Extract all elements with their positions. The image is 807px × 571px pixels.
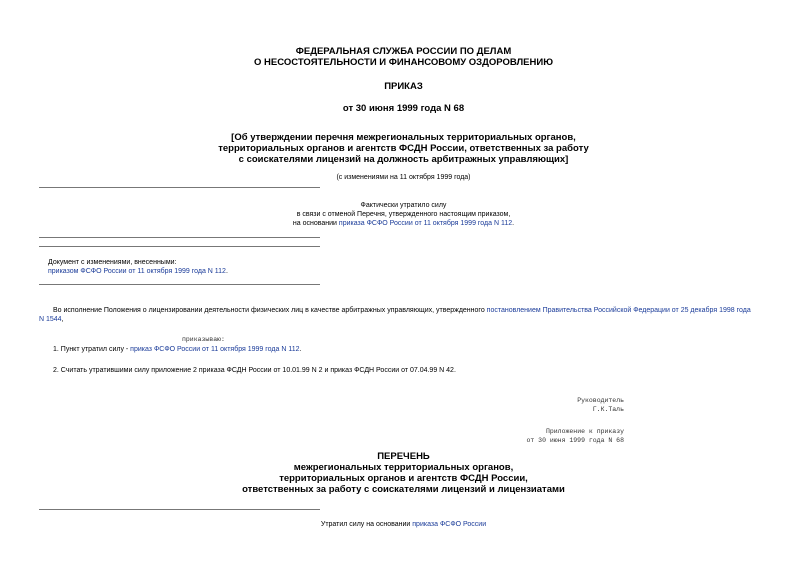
- divider: [39, 284, 320, 285]
- changes-line1: Документ с изменениями, внесенными:: [48, 259, 177, 266]
- status-line3: [0, 219, 807, 228]
- order-item-2: 2. Считать утратившими силу приложение 2 приказа ФСДН России от 10.01.99 N 2 и приказ ФСДН России от 07.04.99 N 42.: [53, 367, 456, 374]
- appendix-subtitle: [0, 462, 807, 495]
- signature-block: [577, 396, 624, 414]
- status-line3-suffix: .: [512, 220, 515, 227]
- doc-title-line1: [Об утверждении перечня межрегиональных территориальных органов,: [231, 132, 576, 143]
- appendix-ref-line1: Приложение к приказу: [545, 428, 624, 435]
- appendix-footer-link[interactable]: приказа ФСФО России: [412, 521, 487, 528]
- divider: [39, 187, 320, 188]
- preamble-text: Во исполнение Положения о лицензировании деятельности физических лиц в качестве арбитражных управляющих, утвержденного: [53, 307, 487, 314]
- status-order-link[interactable]: приказа ФСФО России от 11 октября 1999 года N 112: [338, 220, 513, 227]
- preamble-link-part1[interactable]: постановлением Правительства Российской Федерации от 25 декабря 1998 года: [486, 307, 751, 314]
- agency-name-line2: О НЕСОСТОЯТЕЛЬНОСТИ И ФИНАНСОВОМУ ОЗДОРОВЛЕНИЮ: [254, 57, 553, 68]
- agency-name: [0, 46, 807, 68]
- preamble: [39, 306, 774, 324]
- doc-title-line3: с соискателями лицензий на должность арбитражных управляющих]: [238, 154, 569, 165]
- divider: [39, 237, 320, 238]
- preamble-line1: [39, 306, 774, 315]
- item1-order-link[interactable]: приказ ФСФО России от 11 октября 1999 года N 112: [130, 346, 300, 353]
- doc-type: ПРИКАЗ: [384, 81, 423, 92]
- amendment-note: (с изменениями на 11 октября 1999 года): [336, 174, 471, 181]
- appendix-reference: [526, 427, 624, 445]
- changes-order-link[interactable]: приказом ФСФО России от 11 октября 1999 года N 112: [48, 268, 226, 275]
- item1-suffix: .: [299, 346, 302, 353]
- changes-line2: [48, 267, 348, 276]
- preamble-suffix: ,: [61, 316, 64, 323]
- status-line1: Фактически утратило силу: [360, 202, 447, 209]
- appendix-footer-prefix: Утратил силу на основании: [320, 521, 413, 528]
- signature-name: Г.К.Таль: [592, 406, 624, 413]
- divider: [39, 509, 320, 510]
- appendix-subtitle-line3: ответственных за работу с соискателями лицензий и лицензиатами: [242, 484, 565, 495]
- appendix-footer: [0, 520, 807, 529]
- order-item-1: [53, 345, 301, 354]
- agency-name-line1: ФЕДЕРАЛЬНАЯ СЛУЖБА РОССИИ ПО ДЕЛАМ: [295, 46, 512, 57]
- appendix-title: ПЕРЕЧЕНЬ: [377, 451, 430, 462]
- preamble-link-part2[interactable]: N 1544: [39, 316, 62, 323]
- appendix-subtitle-line1: межрегиональных территориальных органов,: [293, 462, 514, 473]
- changes-block: [48, 258, 348, 276]
- order-word: приказываю:: [182, 336, 225, 343]
- item1-prefix: 1. Пункт утратил силу -: [53, 346, 131, 353]
- divider: [39, 246, 320, 247]
- status-line3-prefix: на основании: [292, 220, 339, 227]
- appendix-subtitle-line2: территориальных органов и агентств ФСДН России,: [279, 473, 528, 484]
- doc-title-line2: территориальных органов и агентств ФСДН России, ответственных за работу: [218, 143, 589, 154]
- appendix-ref-line2: от 30 июня 1999 года N 68: [526, 437, 624, 444]
- signature-position: Руководитель: [577, 397, 624, 404]
- status-block: [0, 201, 807, 228]
- status-line2: в связи с отменой Перечня, утвержденного настоящим приказом,: [296, 211, 511, 218]
- doc-date: от 30 июня 1999 года N 68: [342, 103, 465, 114]
- preamble-line2: [39, 315, 774, 324]
- doc-title: [0, 132, 807, 165]
- changes-suffix: .: [225, 268, 228, 275]
